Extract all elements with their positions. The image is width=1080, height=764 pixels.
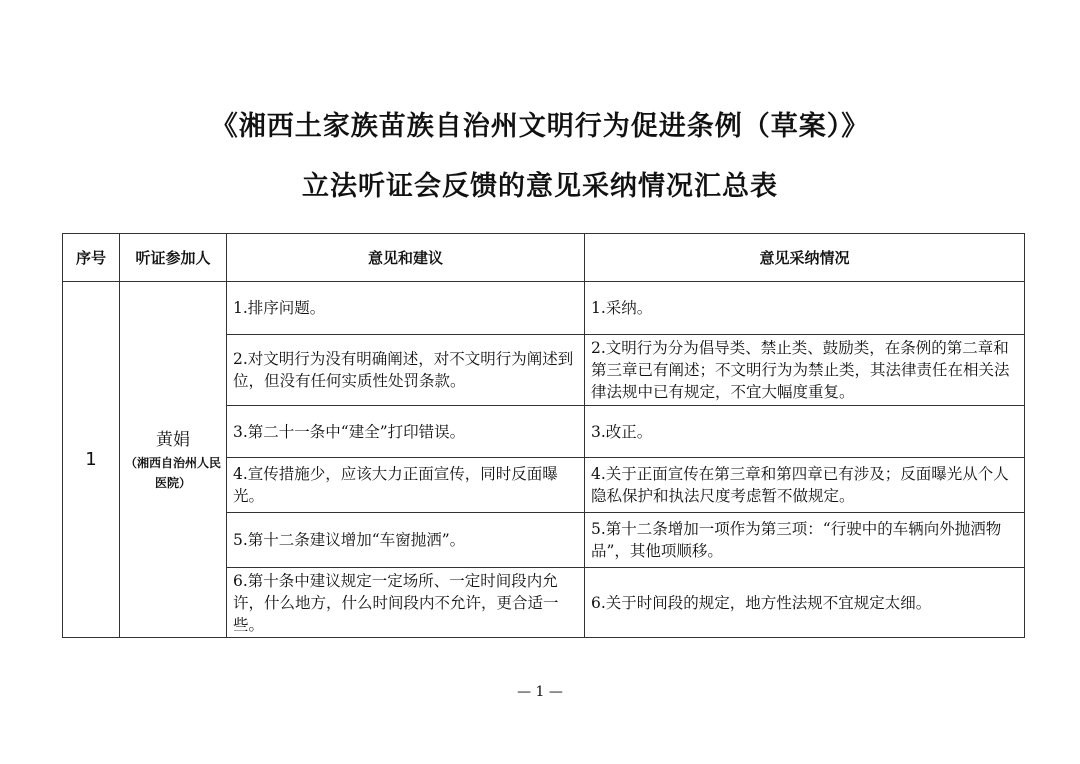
table-row [63,282,1025,335]
adoption-cell: 2.文明行为分为倡导类、禁止类、鼓励类，在条例的第二章和第三章已有阐述；不文明行为为禁止类，其法律责任在相关法律法规中已有规定，不宜大幅度重复。 [585,335,1025,406]
participant-name: 黄娟 [156,429,190,450]
serial-number: 1 [63,282,120,638]
header-participant: 听证参加人 [120,234,227,282]
table-header-row [63,234,1025,282]
adoption-cell: 3.改正。 [585,406,1025,458]
opinion-cell: 3.第二十一条中“建全”打印错误。 [227,406,585,458]
adoption-cell: 4.关于正面宣传在第三章和第四章已有涉及；反面曝光从个人隐私保护和执法尺度考虑暂不做规定。 [585,458,1025,513]
opinion-cell: 2.对文明行为没有明确阐述，对不文明行为阐述到位，但没有任何实质性处罚条款。 [227,335,585,406]
adoption-cell: 1.采纳。 [585,282,1025,335]
header-adoption: 意见采纳情况 [585,234,1025,282]
adoption-cell: 5.第十二条增加一项作为第三项：“行驶中的车辆向外抛洒物品”，其他项顺移。 [585,513,1025,568]
header-opinion: 意见和建议 [227,234,585,282]
opinion-cell: 4.宣传措施少，应该大力正面宣传，同时反面曝光。 [227,458,585,513]
participant-cell [120,282,227,638]
participant-organization: （湘西自治州人民医院） [124,455,221,490]
opinion-cell: 5.第十二条建议增加“车窗抛洒”。 [227,513,585,568]
opinion-cell: 6.第十条中建议规定一定场所、一定时间段内允许，什么地方，什么时间段内不允许，更合适一些。 [227,568,585,638]
page-number: — 1 — [517,684,563,700]
document-title: 《湘西土家族苗族自治州文明行为促进条例（草案）》 [210,111,870,142]
adoption-cell: 6.关于时间段的规定，地方性法规不宜规定太细。 [585,568,1025,638]
document-subtitle: 立法听证会反馈的意见采纳情况汇总表 [302,171,778,202]
opinion-summary-table [62,233,1025,638]
header-serial: 序号 [63,234,120,282]
opinion-cell: 1.排序问题。 [227,282,585,335]
